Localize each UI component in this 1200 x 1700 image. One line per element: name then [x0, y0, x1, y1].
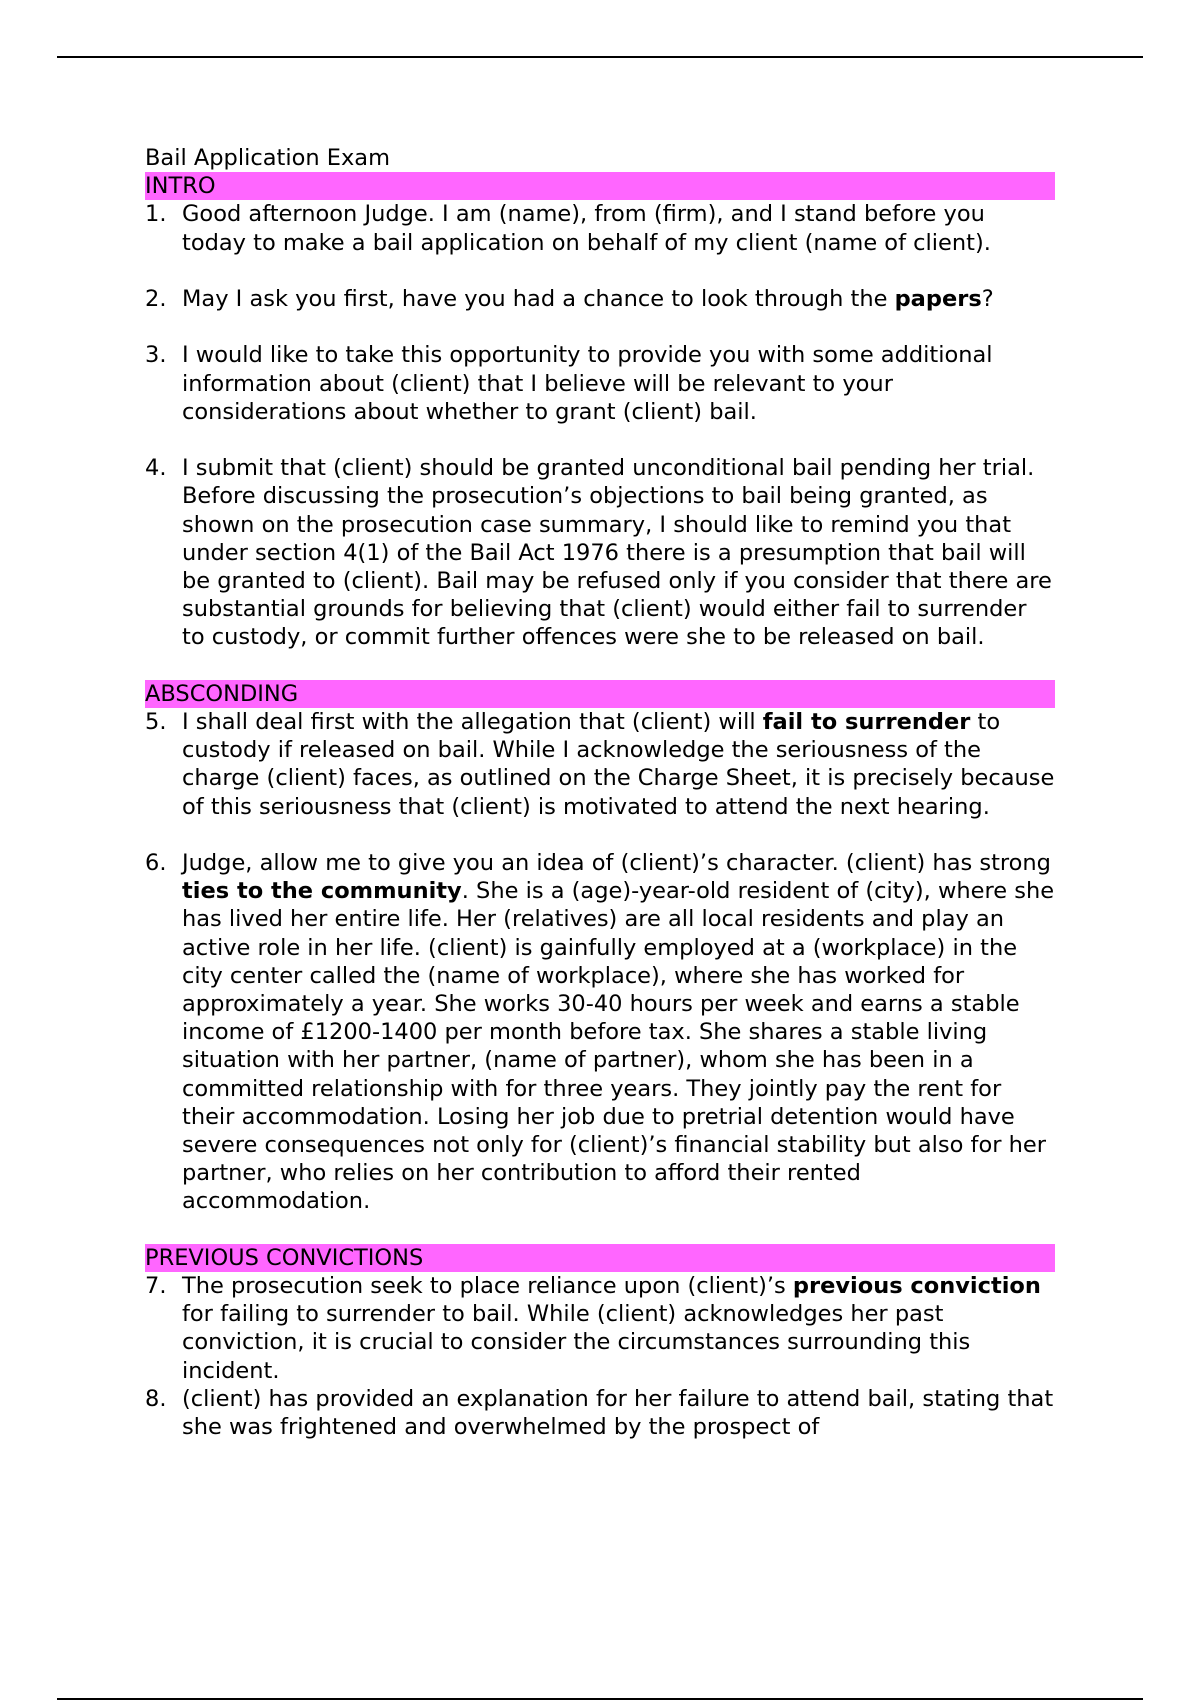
paragraph-text: I shall deal first with the allegation that (client) will: [182, 708, 763, 735]
paragraph-number: 3.: [145, 342, 167, 369]
paragraph-text: (client) has provided an explanation for her failure to attend bail, stating that she was frightened and overwhelmed by the prospect of: [182, 1385, 1054, 1440]
paragraph-text: I submit that (client) should be granted unconditional bail pending her trial. Before discussing the prosecution’s objections to bail being granted, as shown on the prosecution case summary, I should like to remind you that under section 4(1) of the Bail Act 1976 there is a presumption that bail will be granted to (client). Bail may be refused only if you consider that there are substantial grounds for believing that (client) would either fail to surrender to custody, or commit further offences were she to be released on bail.: [182, 455, 1052, 651]
section-heading-previous-convictions: PREVIOUS CONVICTIONS: [145, 1244, 1055, 1272]
paragraph-text: May I ask you first, have you had a chance to look through the: [182, 285, 895, 312]
paragraph-text: I would like to take this opportunity to provide you with some additional information about (client) that I believe will be relevant to your considerations about whether to grant (client) bail.: [182, 342, 993, 425]
section-heading-intro: INTRO: [145, 172, 1055, 200]
paragraph-number: 2.: [145, 285, 167, 312]
top-rule: [57, 56, 1143, 58]
paragraph-1: [145, 200, 1055, 256]
document-title: Bail Application Exam: [145, 145, 390, 171]
paragraph-8: [145, 1385, 1055, 1441]
paragraph-number: 7.: [145, 1272, 167, 1299]
paragraph-text: ?: [981, 285, 994, 312]
bold-text: previous conviction: [792, 1272, 1041, 1299]
paragraph-text: Good afternoon Judge. I am (name), from (firm), and I stand before you today to make a bail application on behalf of my client (name of client).: [182, 201, 991, 256]
paragraph-text: The prosecution seek to place reliance upon (client)’s: [182, 1272, 793, 1299]
paragraph-5: [145, 708, 1055, 821]
document-body: [145, 144, 1055, 1441]
paragraph-number: 4.: [145, 455, 167, 482]
paragraph-text: Judge, allow me to give you an idea of (client)’s character. (client) has strong: [182, 849, 1051, 876]
paragraph-text: for failing to surrender to bail. While (client) acknowledges her past conviction, it is crucial to consider the circumstances surrounding this incident.: [182, 1301, 971, 1384]
paragraph-3: [145, 341, 1055, 426]
section-heading-absconding: ABSCONDING: [145, 680, 1055, 708]
paragraph-number: 5.: [145, 708, 167, 735]
paragraph-number: 6.: [145, 849, 167, 876]
paragraph-number: 8.: [145, 1385, 167, 1412]
paragraph-2: [145, 285, 1055, 313]
paragraph-7: [145, 1272, 1055, 1385]
bold-text: fail to surrender: [762, 708, 971, 735]
paragraph-text: . She is a (age)-year-old resident of (city), where she has lived her entire life. Her (relatives) are all local residents and play an active role in her life. (client) is gainfully employed at a (workplace) in the city center called the (name of workplace), where she has worked for approximately a year. She works 30-40 hours per week and earns a stable income of £1200-1400 per month before tax. She shares a stable living situation with her partner, (name of partner), whom she has been in a committed relationship with for three years. They jointly pay the rent for their accommodation. Losing her job due to pretrial detention would have severe consequences not only for (client)’s financial stability but also for her partner, who relies on her contribution to afford their rented accommodation.: [182, 878, 1055, 1215]
bold-text: ties to the community: [182, 878, 462, 905]
paragraph-text: to custody if released on bail. While I acknowledge the seriousness of the charge (client) faces, as outlined on the Charge Sheet, it is precisely because of this seriousness that (client) is motivated to attend the next hearing.: [182, 708, 1055, 820]
bold-text: papers: [894, 285, 982, 312]
paragraph-6: [145, 849, 1055, 1216]
paragraph-4: [145, 454, 1055, 651]
paragraph-number: 1.: [145, 201, 167, 228]
